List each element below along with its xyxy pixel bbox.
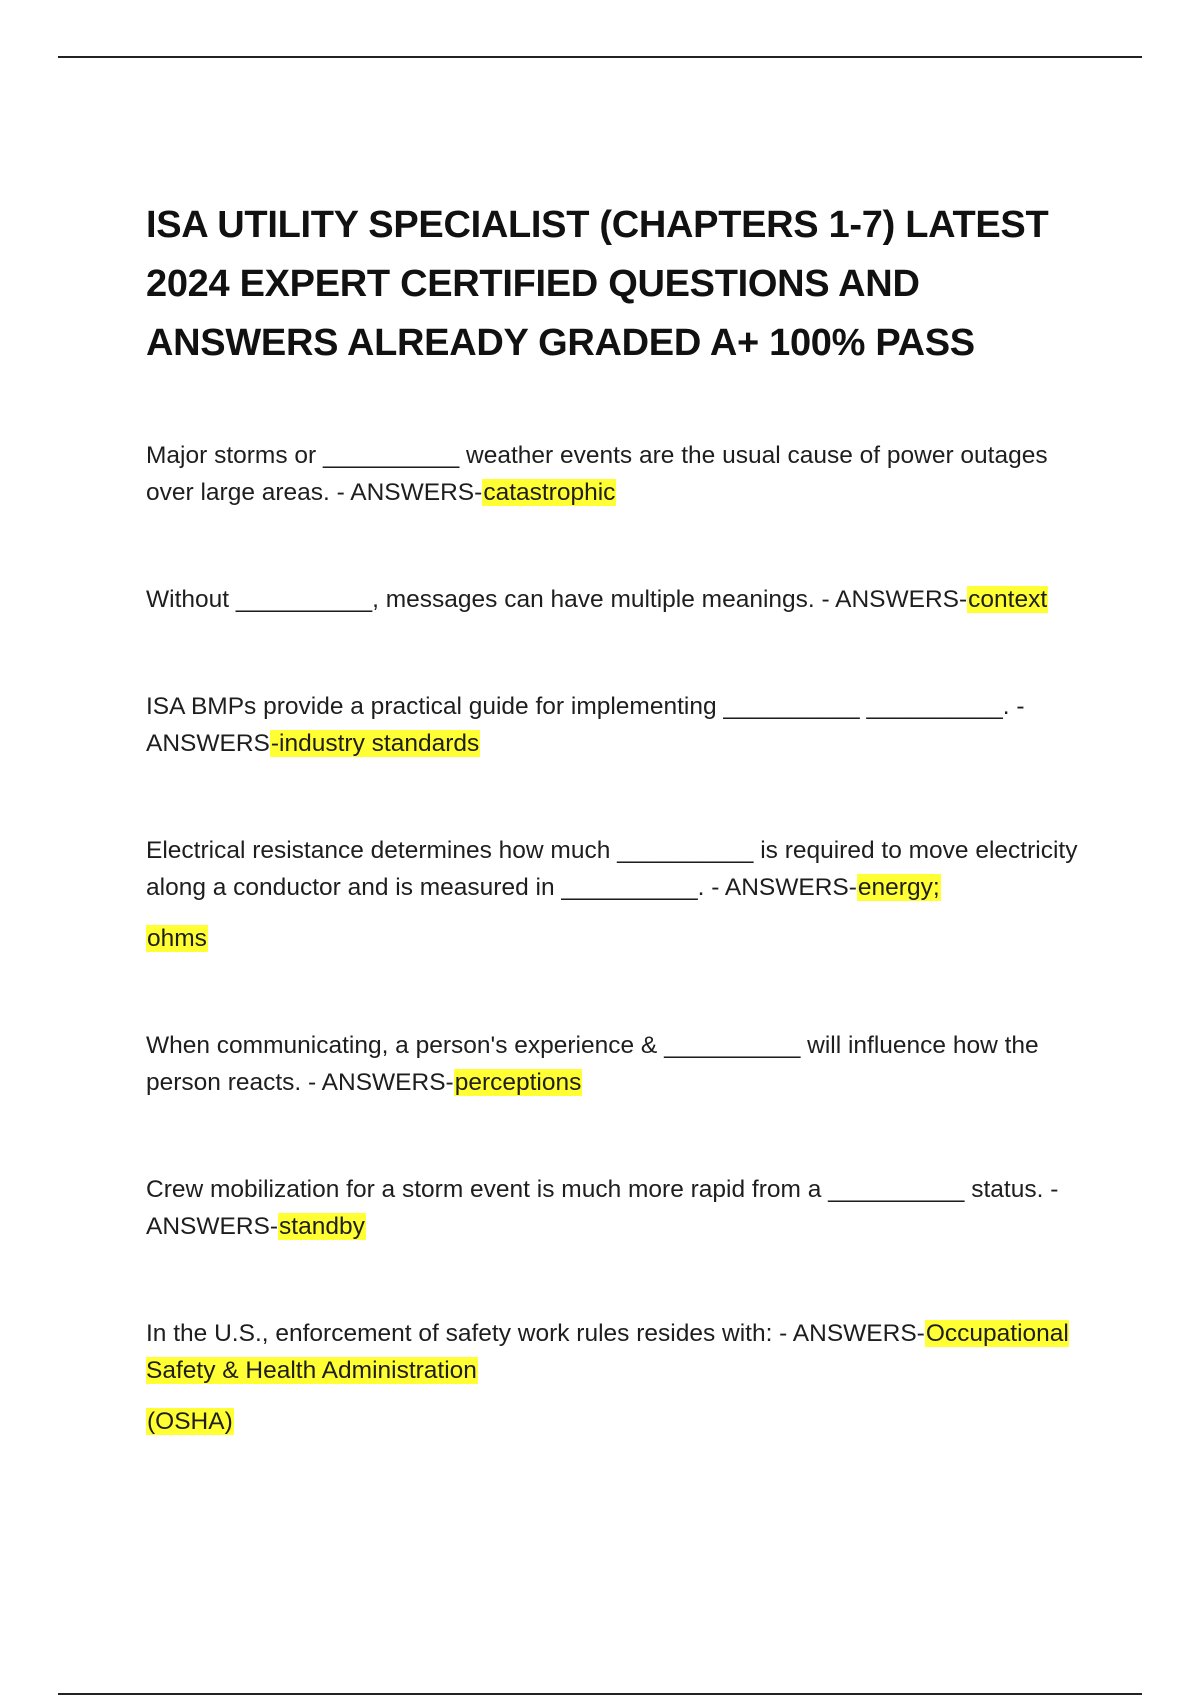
top-rule (58, 56, 1142, 58)
qa-item (146, 581, 1086, 618)
document-body (146, 196, 1086, 1440)
highlighted-answer: catastrophic (483, 479, 616, 506)
question-text: In the U.S., enforcement of safety work rules resides with: - ANSWERS- (146, 1320, 925, 1347)
question-text: Crew mobilization for a storm event is much more rapid from a __________ status. - ANSWERS- (146, 1176, 1059, 1240)
highlighted-answer: Occupational Safety & Health Administration (146, 1320, 1069, 1384)
highlighted-answer-continued: ohms (147, 925, 207, 952)
highlighted-answer: context (968, 586, 1048, 613)
question-text: ISA BMPs provide a practical guide for implementing __________ __________. - ANSWERS (146, 693, 1025, 757)
question-text: Without __________, messages can have multiple meanings. - ANSWERS- (146, 586, 968, 613)
answer-continuation (146, 920, 1086, 957)
highlighted-answer: standby (279, 1213, 365, 1240)
document-title: ISA UTILITY SPECIALIST (CHAPTERS 1-7) LATEST 2024 EXPERT CERTIFIED QUESTIONS AND ANSWERS ALREADY GRADED A+ 100% PASS (146, 204, 1049, 364)
question-text: Major storms or __________ weather events are the usual cause of power outages over large areas. - ANSWERS- (146, 442, 1048, 506)
qa-item (146, 832, 1086, 957)
qa-list (146, 437, 1086, 1440)
qa-item (146, 688, 1086, 762)
answer-continuation (146, 1403, 1086, 1440)
highlighted-answer: energy; (857, 874, 940, 901)
highlighted-answer: perceptions (454, 1069, 582, 1096)
qa-item (146, 1315, 1086, 1440)
qa-item (146, 1171, 1086, 1245)
highlighted-answer: -industry standards (270, 730, 480, 757)
highlighted-answer-continued: (OSHA) (147, 1408, 233, 1435)
qa-item (146, 437, 1086, 511)
question-text: When communicating, a person's experience & __________ will influence how the person reacts. - ANSWERS- (146, 1032, 1039, 1096)
bottom-rule (58, 1693, 1142, 1695)
qa-item (146, 1027, 1086, 1101)
question-text: Electrical resistance determines how much __________ is required to move electricity along a conductor and is measured in __________. - ANSWERS- (146, 837, 1078, 901)
